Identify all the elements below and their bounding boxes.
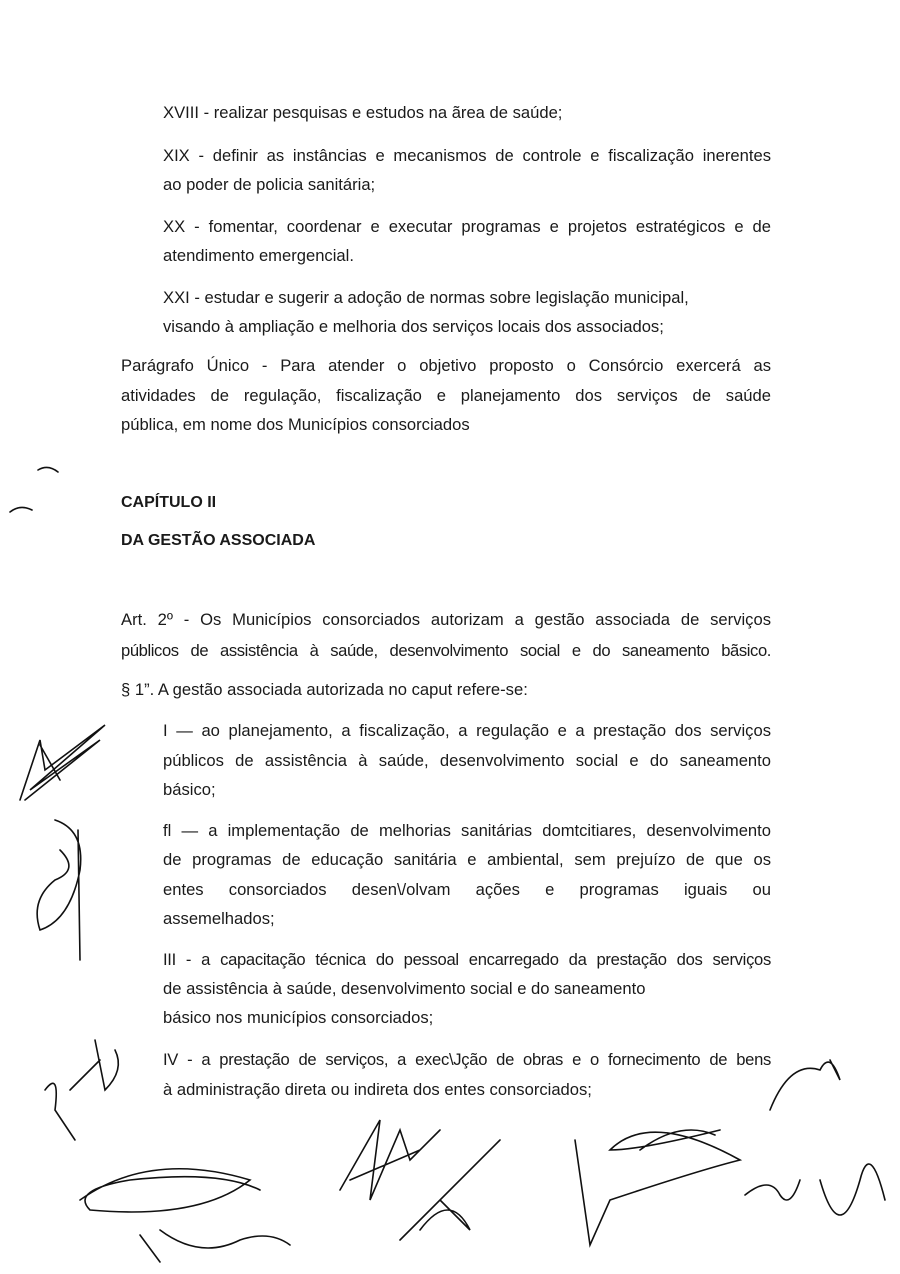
item-ii-line2: de programas de educação sanitária e ambiental, sem prejuízo de que os: [163, 850, 771, 869]
paragrafo-unico-line2: atividades de regulação, fiscalização e planejamento dos serviços de saúde: [121, 386, 771, 405]
chapter-title: DA GESTÃO ASSOCIADA: [121, 532, 316, 549]
item-iv-line1: IV - a prestação de serviços, a exec\Jção de obras e o fornecimento de bens: [163, 1050, 771, 1069]
item-xxi-line2: visando à ampliação e melhoria dos serviços locais dos associados;: [163, 317, 664, 336]
item-xxi-line1: XXI - estudar e sugerir a adoção de normas sobre legislação municipal,: [163, 288, 689, 307]
signature-right-2: [745, 1164, 885, 1215]
item-iii-line1: III - a capacitação técnica do pessoal encarregado da prestação dos serviços: [163, 950, 771, 969]
margin-initials: [45, 1040, 118, 1140]
item-i-line3: básico;: [163, 780, 216, 799]
paragraph-1: § 1”. A gestão associada autorizada no caput refere-se:: [121, 680, 528, 699]
item-i-line1: I — ao planejamento, a fiscalização, a regulação e a prestação dos serviços: [163, 721, 771, 740]
signature-right-1: [770, 1060, 840, 1110]
item-xix-line1: XIX - definir as instâncias e mecanismos de controle e fiscalização inerentes: [163, 146, 771, 165]
item-xix-line2: ao poder de policia sanitária;: [163, 175, 376, 194]
item-xx-line2: atendimento emergencial.: [163, 246, 354, 265]
margin-signature-1: [20, 725, 105, 800]
art2-line1: Art. 2º - Os Municípios consorciados autorizam a gestão associada de serviços: [121, 610, 771, 629]
paragrafo-unico-line1: Parágrafo Único - Para atender o objetivo proposto o Consórcio exercerá as: [121, 356, 771, 375]
item-ii-line4: assemelhados;: [163, 909, 275, 928]
signature-center-1: [340, 1120, 440, 1200]
item-iv-line2: à administração direta ou indireta dos entes consorciados;: [163, 1080, 592, 1099]
item-ii-line1: fl — a implementação de melhorias sanitárias domtcitiares, desenvolvimento: [163, 821, 771, 840]
margin-mark: [10, 467, 58, 512]
signature-bottom-left: [80, 1169, 290, 1262]
signature-center-right: [575, 1130, 740, 1245]
art2-line2: públicos de assistência à saúde, desenvolvimento social e do saneamento bãsico.: [121, 641, 771, 660]
paragrafo-unico-line3: pública, em nome dos Municípios consorciados: [121, 415, 470, 434]
item-i-line2: públicos de assistência à saúde, desenvolvimento social e do saneamento: [163, 751, 771, 770]
item-iii-line2: de assistência à saúde, desenvolvimento social e do saneamento: [163, 979, 646, 998]
item-iii-line3: básico nos municípios consorciados;: [163, 1008, 434, 1027]
item-xviii: XVIII - realizar pesquisas e estudos na ãrea de saúde;: [163, 103, 563, 122]
item-ii-line3: entes consorciados desen\/olvam ações e programas iguais ou: [163, 880, 771, 899]
chapter-number: CAPÍTULO II: [121, 494, 217, 511]
item-xx-line1: XX - fomentar, coordenar e executar programas e projetos estratégicos e de: [163, 217, 771, 236]
margin-signature-2: [37, 820, 81, 960]
